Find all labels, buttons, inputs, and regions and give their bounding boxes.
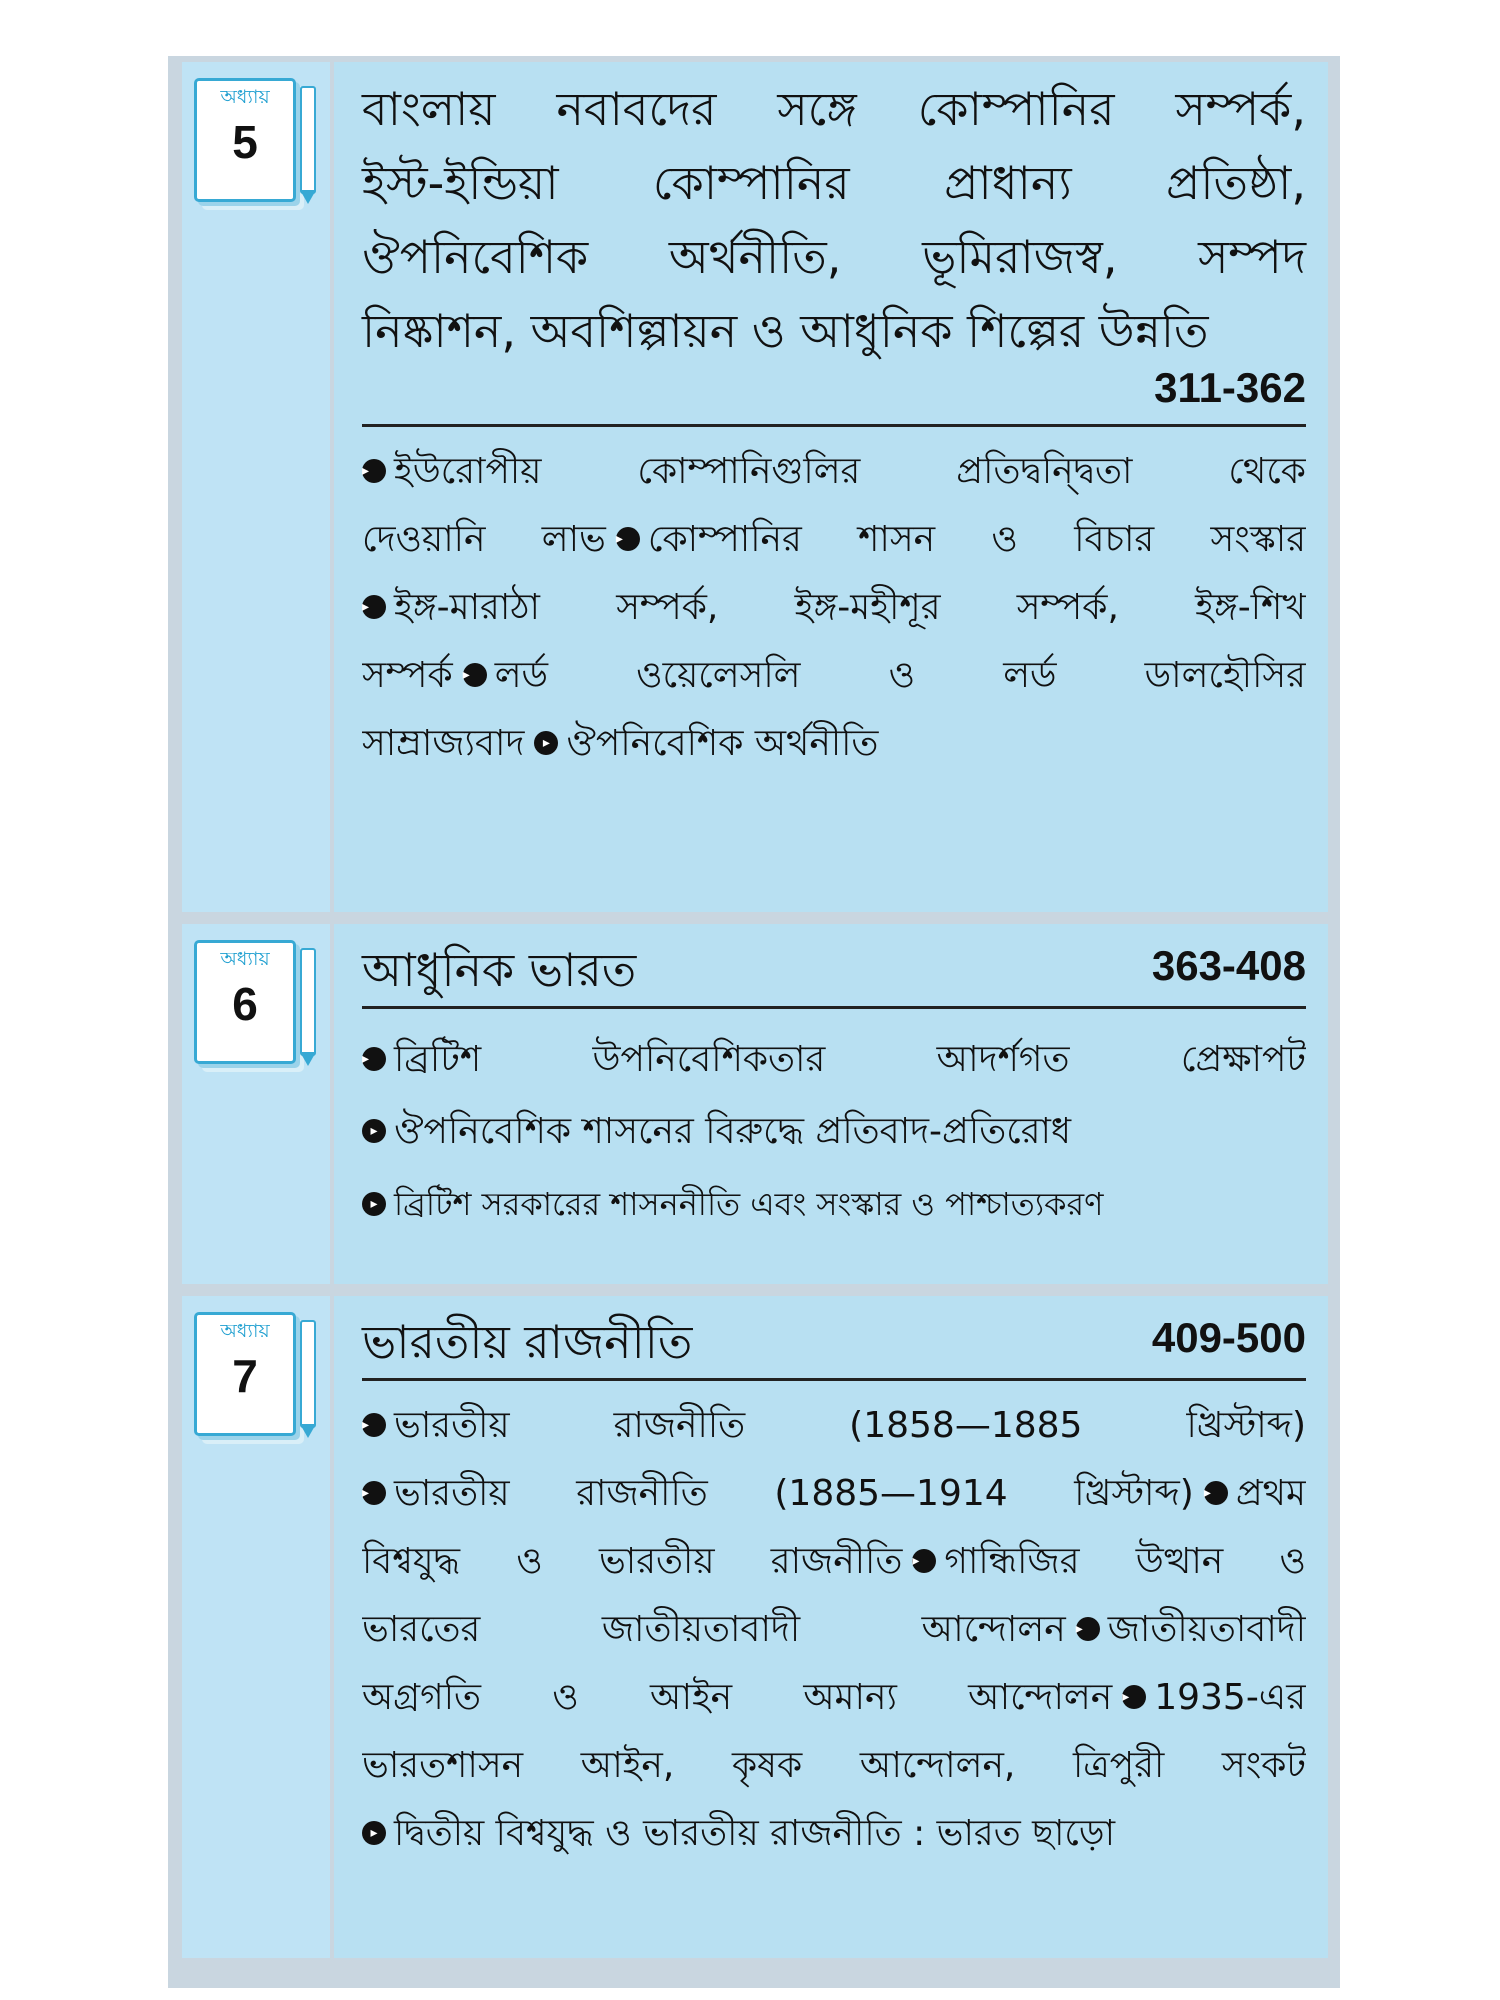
topic-line: ভারতশাসন আইন, কৃষক আন্দোলন, ত্রিপুরী সংকট: [362, 1745, 1306, 1786]
circle-arrow-right-icon: ▸: [362, 1481, 386, 1505]
page-range: 363-408: [1151, 942, 1306, 989]
topic-line: সম্পর্ক ▸ লর্ড ওয়েলেসলি ও লর্ড ডালহৌসির: [362, 655, 1306, 696]
circle-arrow-right-icon: ▸: [362, 459, 386, 483]
circle-arrow-right-icon: ▸: [912, 1549, 936, 1573]
topic-line: ▸ ইঙ্গ-মারাঠা সম্পর্ক, ইঙ্গ-মহীশূর সম্পর্ক, ইঙ্গ-শিখ: [362, 587, 1306, 628]
circle-arrow-right-icon: ▸: [362, 595, 386, 619]
topic-line: [362, 1024, 1306, 1096]
circle-arrow-right-icon: ▸: [362, 1821, 386, 1845]
topic-line: ▸ ভারতীয় রাজনীতি (1885—1914 খ্রিস্টাব্দ) ▸ প্রথম: [362, 1473, 1306, 1514]
chapter-title-line: নিষ্কাশন, অবশিল্পায়ন ও আধুনিক শিল্পের উন্নতি: [362, 304, 1209, 358]
circle-arrow-right-icon: ▸: [362, 1192, 386, 1216]
topic-line: বিশ্বযুদ্ধ ও ভারতীয় রাজনীতি ▸ গান্ধিজির উত্থান ও: [362, 1541, 1306, 1582]
topic-line: অগ্রগতি ও আইন অমান্য আন্দোলন ▸ 1935-এর: [362, 1677, 1306, 1718]
chapter-5-panel: [182, 62, 1328, 912]
chapter-5-content: [334, 62, 1328, 912]
chapter-badge-label: অধ্যায়: [220, 948, 270, 970]
topic-list: [362, 1024, 1306, 1240]
chapter-title-line: ঔপনিবেশিক অর্থনীতি, ভূমিরাজস্ব, সম্পদ: [362, 230, 1306, 284]
topic-list: [362, 438, 1306, 778]
notebook-pencil-icon: [194, 78, 322, 206]
page-range: 311-362: [1154, 364, 1306, 411]
circle-arrow-right-icon: ▸: [1122, 1685, 1146, 1709]
chapter-6-badge-column: [182, 924, 330, 1284]
topic-line: ▸ ইউরোপীয় কোম্পানিগুলির প্রতিদ্বন্দ্বিতা থেকে: [362, 451, 1306, 492]
circle-arrow-right-icon: ▸: [1076, 1617, 1100, 1641]
topic-text: ব্রিটিশ উপনিবেশিকতার আদর্শগত প্রেক্ষাপট: [394, 1039, 1306, 1080]
pencil-tip-icon: [300, 1052, 316, 1066]
pencil-icon: [300, 948, 316, 1056]
pencil-tip-icon: [300, 190, 316, 204]
chapter-title: ভারতীয় রাজনীতি: [362, 1315, 693, 1369]
topic-text: দ্বিতীয় বিশ্বযুদ্ধ ও ভারতীয় রাজনীতি : ভারত ছাড়ো: [394, 1813, 1116, 1854]
circle-arrow-right-icon: ▸: [1204, 1481, 1228, 1505]
pencil-icon: [300, 1320, 316, 1428]
pencil-tip-icon: [300, 1424, 316, 1438]
topic-line: [362, 1096, 1306, 1168]
chapter-7-badge-column: [182, 1296, 330, 1958]
contents-sheet: [168, 56, 1340, 1988]
topic-text: ব্রিটিশ সরকারের শাসননীতি এবং সংস্কার ও পাশ্চাত্যকরণ: [394, 1185, 1104, 1223]
circle-arrow-right-icon: ▸: [463, 663, 487, 687]
circle-arrow-right-icon: ▸: [362, 1413, 386, 1437]
divider: [362, 424, 1306, 427]
topic-list: [362, 1392, 1306, 1868]
divider: [362, 1378, 1306, 1381]
chapter-7-panel: [182, 1296, 1328, 1958]
divider: [362, 1006, 1306, 1009]
chapter-5-badge-column: [182, 62, 330, 912]
topic-line: সাম্রাজ্যবাদ ▸ ঔপনিবেশিক অর্থনীতি: [362, 723, 879, 764]
chapter-number: 7: [232, 1350, 258, 1402]
page-range: 409-500: [1151, 1314, 1306, 1361]
topic-line: ▸ ভারতীয় রাজনীতি (1858—1885 খ্রিস্টাব্দ): [362, 1405, 1306, 1446]
chapter-title: আধুনিক ভারত: [362, 943, 637, 997]
chapter-number: 6: [232, 978, 258, 1030]
notebook-pencil-icon: [194, 940, 322, 1068]
pencil-icon: [300, 86, 316, 194]
chapter-6-content: [334, 924, 1328, 1284]
chapter-title: [362, 72, 1306, 368]
chapter-7-content: [334, 1296, 1328, 1958]
circle-arrow-right-icon: ▸: [362, 1119, 386, 1143]
chapter-title-line: বাংলায় নবাবদের সঙ্গে কোম্পানির সম্পর্ক,: [362, 82, 1306, 136]
chapter-6-panel: [182, 924, 1328, 1284]
topic-line: [362, 1168, 1306, 1240]
chapter-badge-label: অধ্যায়: [220, 1320, 270, 1342]
circle-arrow-right-icon: ▸: [362, 1047, 386, 1071]
chapter-badge: [194, 1312, 296, 1436]
circle-arrow-right-icon: ▸: [616, 527, 640, 551]
topic-text: ঔপনিবেশিক শাসনের বিরুদ্ধে প্রতিবাদ-প্রতিরোধ: [394, 1111, 1072, 1152]
chapter-title-line: ইস্ট-ইন্ডিয়া কোম্পানির প্রাধান্য প্রতিষ্ঠা,: [362, 156, 1306, 210]
chapter-badge: [194, 78, 296, 202]
circle-arrow-right-icon: ▸: [534, 731, 558, 755]
chapter-badge-label: অধ্যায়: [220, 86, 270, 108]
chapter-badge: [194, 940, 296, 1064]
topic-line: ভারতের জাতীয়তাবাদী আন্দোলন ▸ জাতীয়তাবাদী: [362, 1609, 1306, 1650]
chapter-number: 5: [232, 116, 258, 168]
topic-line: [362, 1800, 1306, 1868]
notebook-pencil-icon: [194, 1312, 322, 1440]
topic-line: দেওয়ানি লাভ ▸ কোম্পানির শাসন ও বিচার সংস্কার: [362, 519, 1306, 560]
